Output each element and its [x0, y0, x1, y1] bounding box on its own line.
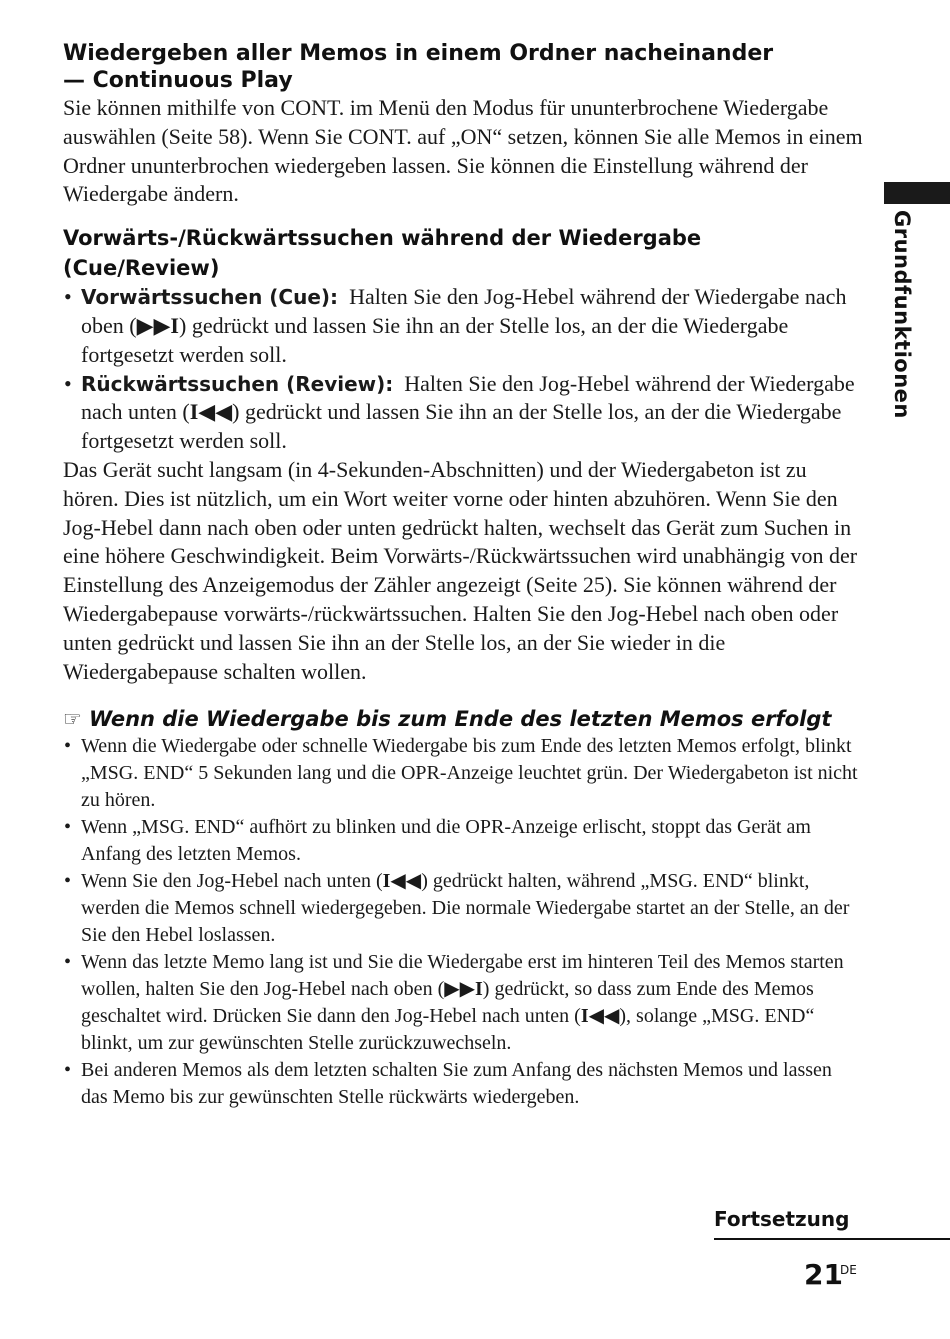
note-item: [63, 814, 863, 868]
section-title-line2: — Continuous Play: [63, 68, 293, 93]
cue-label: Vorwärtssuchen (Cue):: [81, 285, 339, 310]
note-list: [63, 733, 863, 1111]
continuous-play-paragraph: Sie können mithilfe von CONT. im Menü den Modus für ununterbrochene Wiedergabe auswählen (Seite 58). Wenn Sie CONT. auf „ON“ setzen, können Sie alle Memos in einem Ordner ununterbrochen wiedergeben lassen. Sie können die Einstellung während der Wiedergabe ändern.: [63, 95, 863, 207]
note-item: [63, 868, 863, 949]
bullet-dot: •: [64, 870, 72, 893]
page-number: 21: [804, 1258, 843, 1291]
page-language-suffix: DE: [840, 1263, 857, 1277]
cue-review-list: [63, 283, 863, 456]
section-title-cue-review: Vorwärts-/Rückwärtssuchen während der Wiedergabe (Cue/Review): [63, 226, 702, 281]
cue-text-after: ) gedrückt und lassen Sie ihn an der Stelle los, an der die Wiedergabe fortgesetzt werden soll.: [81, 312, 789, 367]
fast-forward-icon: ▶▶I: [136, 312, 179, 338]
continued-label: Fortsetzung: [714, 1207, 850, 1231]
note-text: ) gedrückt, so dass zum Ende des Memos geschaltet wird. Drücken Sie dann den Jog-Hebel nach unten (: [81, 978, 814, 1028]
note-text: Wenn die Wiedergabe oder schnelle Wiedergabe bis zum Ende des letzten Memos erfolgt, blinkt „MSG. END“ 5 Sekunden lang und die OPR-Anzeige leuchtet grün. Der Wiedergabeton ist nicht zu hören.: [81, 735, 858, 812]
list-item-review: [63, 370, 863, 456]
rewind-icon: I◀◀: [189, 399, 233, 425]
section-title-line1: Wiedergeben aller Memos in einem Ordner nacheinander: [63, 41, 774, 66]
note-title: [63, 705, 863, 733]
bullet-dot: •: [64, 370, 72, 396]
bullet-dot: •: [64, 816, 72, 839]
side-tab-marker: [884, 182, 950, 204]
bullet-dot: •: [64, 284, 72, 310]
rewind-icon: I◀◀: [580, 1005, 620, 1028]
bullet-dot: •: [64, 735, 72, 758]
note-text: Bei anderen Memos als dem letzten schalten Sie zum Anfang des nächsten Memos und lassen das Memo bis zur gewünschten Stelle rückwärts wiedergeben.: [81, 1059, 832, 1109]
note-title-text: Wenn die Wiedergabe bis zum Ende des letzten Memos erfolgt: [89, 707, 832, 732]
note-text: ) gedrückt halten, während „MSG. END“ blinkt, werden die Memos schnell wiedergegeben. Die normale Wiedergabe startet an der Stelle, an der Sie den Hebel loslassen.: [81, 870, 850, 947]
bullet-dot: •: [64, 951, 72, 974]
section-title-continuous-play: [63, 40, 863, 94]
note-text: Wenn das letzte Memo lang ist und Sie die Wiedergabe erst im hinteren Teil des Memos starten wollen, halten Sie den Jog-Hebel nach oben (: [81, 951, 844, 1001]
note-text: ), solange „MSG. END“ blinkt, um zur gewünschten Stelle zurückzuwechseln.: [81, 1005, 815, 1055]
note-item: [63, 1057, 863, 1111]
note-text: Wenn Sie den Jog-Hebel nach unten (: [81, 870, 383, 893]
continued-rule: [714, 1238, 950, 1240]
rewind-icon: I◀◀: [382, 870, 422, 893]
bullet-dot: •: [64, 1059, 72, 1082]
fast-forward-icon: ▶▶I: [444, 978, 483, 1001]
cue-review-paragraph: Das Gerät sucht langsam (in 4-Sekunden-Abschnitten) und der Wiedergabeton ist zu hören. Dies ist nützlich, um ein Wort weiter vorne oder hinten abzuhören. Wenn Sie den Jog-Hebel dann nach oben oder unten gedrückt halten, wechselt das Gerät zum Suchen in eine höhere Geschwindigkeit. Beim Vorwärts-/Rückwärtssuchen wird unabhängig von der Einstellung des Anzeigemodus der Zähler angezeigt (Seite 25). Sie können während der Wiedergabepause vorwärts-/rückwärtssuchen. Halten Sie den Jog-Hebel nach oben oder unten gedrückt und lassen Sie ihn an der Stelle los, an der Sie wieder in die Wiedergabepause schalten wollen.: [63, 456, 858, 684]
page-content: [63, 40, 863, 1111]
review-text-after: ) gedrückt und lassen Sie ihn an der Stelle los, an der die Wiedergabe fortgesetzt werden soll.: [81, 399, 842, 454]
review-label: Rückwärtssuchen (Review):: [81, 371, 394, 396]
note-item: [63, 733, 863, 814]
note-item: [63, 949, 863, 1057]
review-text-before: Halten Sie den Jog-Hebel während der Wiedergabe nach unten (: [81, 370, 855, 425]
cue-text-before: Halten Sie den Jog-Hebel während der Wiedergabe nach oben (: [81, 284, 847, 338]
side-tab-label: Grundfunktionen: [890, 210, 914, 419]
pointing-hand-icon: ☞: [63, 707, 82, 732]
note-text: Wenn „MSG. END“ aufhört zu blinken und die OPR-Anzeige erlischt, stoppt das Gerät am Anfang des letzten Memos.: [81, 816, 811, 866]
list-item-cue: [63, 283, 863, 369]
